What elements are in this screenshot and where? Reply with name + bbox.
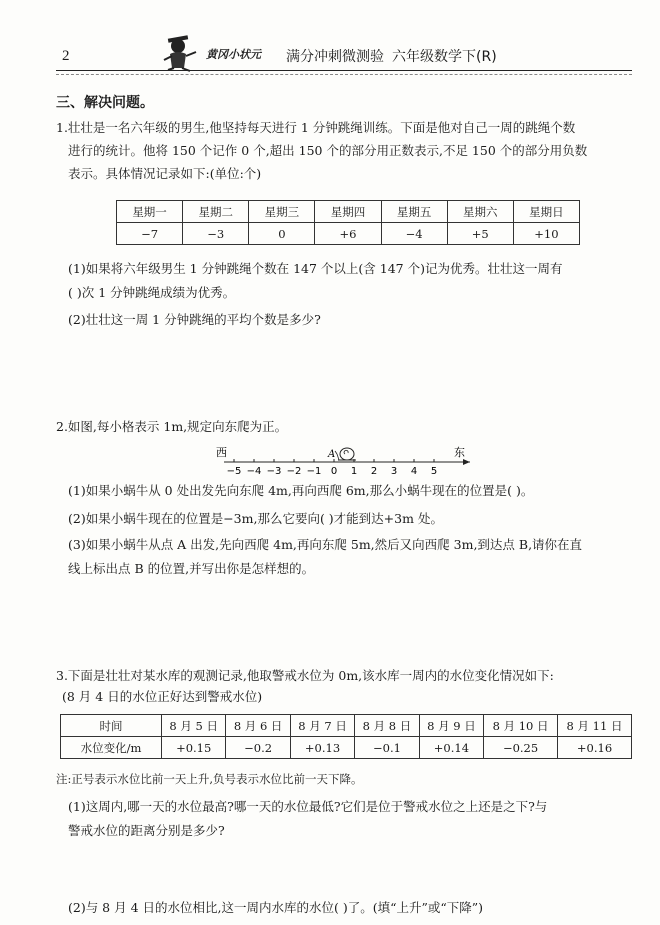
table-cell: 8 月 7 日 <box>290 715 354 737</box>
q1-jump-rope-table <box>116 200 580 245</box>
table-cell: −0.2 <box>226 737 290 759</box>
tick-label: 5 <box>430 466 438 477</box>
table-cell: −0.25 <box>484 737 558 759</box>
table-cell: +5 <box>447 223 513 245</box>
table-cell: +0.14 <box>419 737 483 759</box>
q2-part3-line1: (3)如果小蜗牛从点 A 出发,先向西爬 4m,再向东爬 5m,然后又向西爬 3m,到达点 B,请你在直 <box>68 537 583 552</box>
section-title: 三、解决问题。 <box>56 95 154 111</box>
q2-part3-line2: 线上标出点 B 的位置,并写出你是怎样想的。 <box>68 561 315 576</box>
axis-arrow-icon <box>463 459 470 465</box>
table-cell: 星期一 <box>117 201 183 223</box>
point-a-label: A <box>328 449 336 460</box>
header-dashed-rule <box>56 74 632 75</box>
table-cell: 8 月 8 日 <box>355 715 419 737</box>
q1-part2: (2)壮壮这一周 1 分钟跳绳的平均个数是多少? <box>68 312 321 327</box>
table-cell: 8 月 10 日 <box>484 715 558 737</box>
table-cell: −4 <box>381 223 447 245</box>
east-label: 东 <box>454 446 465 459</box>
q3-part1-line2: 警戒水位的距离分别是多少? <box>68 823 225 838</box>
q1-part1-line2: ( )次 1 分钟跳绳成绩为优秀。 <box>68 285 236 300</box>
tick-label: −4 <box>246 466 262 477</box>
table-cell: 星期四 <box>315 201 381 223</box>
q2-intro: 2.如图,每小格表示 1m,规定向东爬为正。 <box>56 419 288 434</box>
tick-label: −5 <box>226 466 242 477</box>
table-cell: 0 <box>249 223 315 245</box>
q3-intro-line2: (8 月 4 日的水位正好达到警戒水位) <box>62 689 263 704</box>
tick-label: 3 <box>390 466 398 477</box>
number-line <box>200 440 480 482</box>
grade-subject: 六年级数学下(R) <box>392 49 497 65</box>
table-cell: +10 <box>513 223 579 245</box>
q3-water-level-table <box>60 714 632 759</box>
table-cell: +6 <box>315 223 381 245</box>
q1-part1-line1: (1)如果将六年级男生 1 分钟跳绳个数在 147 个以上(含 147 个)记为优秀。壮壮这一周有 <box>68 261 563 276</box>
tick-label: −1 <box>306 466 322 477</box>
snail-icon <box>335 448 356 460</box>
q2-part2: (2)如果小蜗牛现在的位置是−3m,那么它要向( )才能到达+3m 处。 <box>68 511 443 526</box>
q1-intro-line1: 1.壮壮是一名六年级的男生,他坚持每天进行 1 分钟跳绳训练。下面是他对自己一周的跳绳个数 <box>56 120 576 135</box>
q3-intro-line1: 3.下面是壮壮对某水库的观测记录,他取警戒水位为 0m,该水库一周内的水位变化情况如下: <box>56 668 554 683</box>
table-cell: 星期三 <box>249 201 315 223</box>
table-cell: 星期日 <box>513 201 579 223</box>
table-row <box>117 201 580 223</box>
table-cell: 8 月 5 日 <box>162 715 226 737</box>
q3-part2: (2)与 8 月 4 日的水位相比,这一周内水库的水位( )了。(填“上升”或“下降”) <box>68 900 484 915</box>
tick-label: 0 <box>330 466 338 477</box>
tick-label: −3 <box>266 466 282 477</box>
table-cell: +0.15 <box>162 737 226 759</box>
table-row <box>61 715 632 737</box>
table-row <box>117 223 580 245</box>
table-cell: 星期二 <box>183 201 249 223</box>
table-cell: −7 <box>117 223 183 245</box>
table-header-cell: 时间 <box>61 715 162 737</box>
table-cell: 星期五 <box>381 201 447 223</box>
tick-label: −2 <box>286 466 302 477</box>
tick-label: 1 <box>350 466 358 477</box>
q1-intro-line2: 进行的统计。他将 150 个记作 0 个,超出 150 个的部分用正数表示,不足 150 个的部分用负数 <box>68 143 588 158</box>
q3-note: 注:正号表示水位比前一天上升,负号表示水位比前一天下降。 <box>56 772 363 786</box>
table-cell: 8 月 9 日 <box>419 715 483 737</box>
table-cell: +0.13 <box>290 737 354 759</box>
book-title: 满分冲刺微测验 <box>286 49 384 65</box>
q1-intro-line3: 表示。具体情况记录如下:(单位:个) <box>68 166 262 181</box>
table-cell: −0.1 <box>355 737 419 759</box>
tick-label: 4 <box>410 466 418 477</box>
page-number: 2 <box>62 48 70 64</box>
q3-part1-line1: (1)这周内,哪一天的水位最高?哪一天的水位最低?它们是位于警戒水位之上还是之下?与 <box>68 799 548 814</box>
q2-part1: (1)如果小蜗牛从 0 处出发先向东爬 4m,再向西爬 6m,那么小蜗牛现在的位置是( )。 <box>68 483 534 498</box>
header-rule <box>56 70 632 71</box>
table-cell: 星期六 <box>447 201 513 223</box>
logo-text: 黄冈小状元 <box>206 48 261 61</box>
table-cell: 8 月 11 日 <box>558 715 632 737</box>
table-cell: +0.16 <box>558 737 632 759</box>
table-header-cell: 水位变化/m <box>61 737 162 759</box>
table-cell: −3 <box>183 223 249 245</box>
table-row <box>61 737 632 759</box>
tick-label: 2 <box>370 466 378 477</box>
west-label: 西 <box>216 446 227 459</box>
table-cell: 8 月 6 日 <box>226 715 290 737</box>
